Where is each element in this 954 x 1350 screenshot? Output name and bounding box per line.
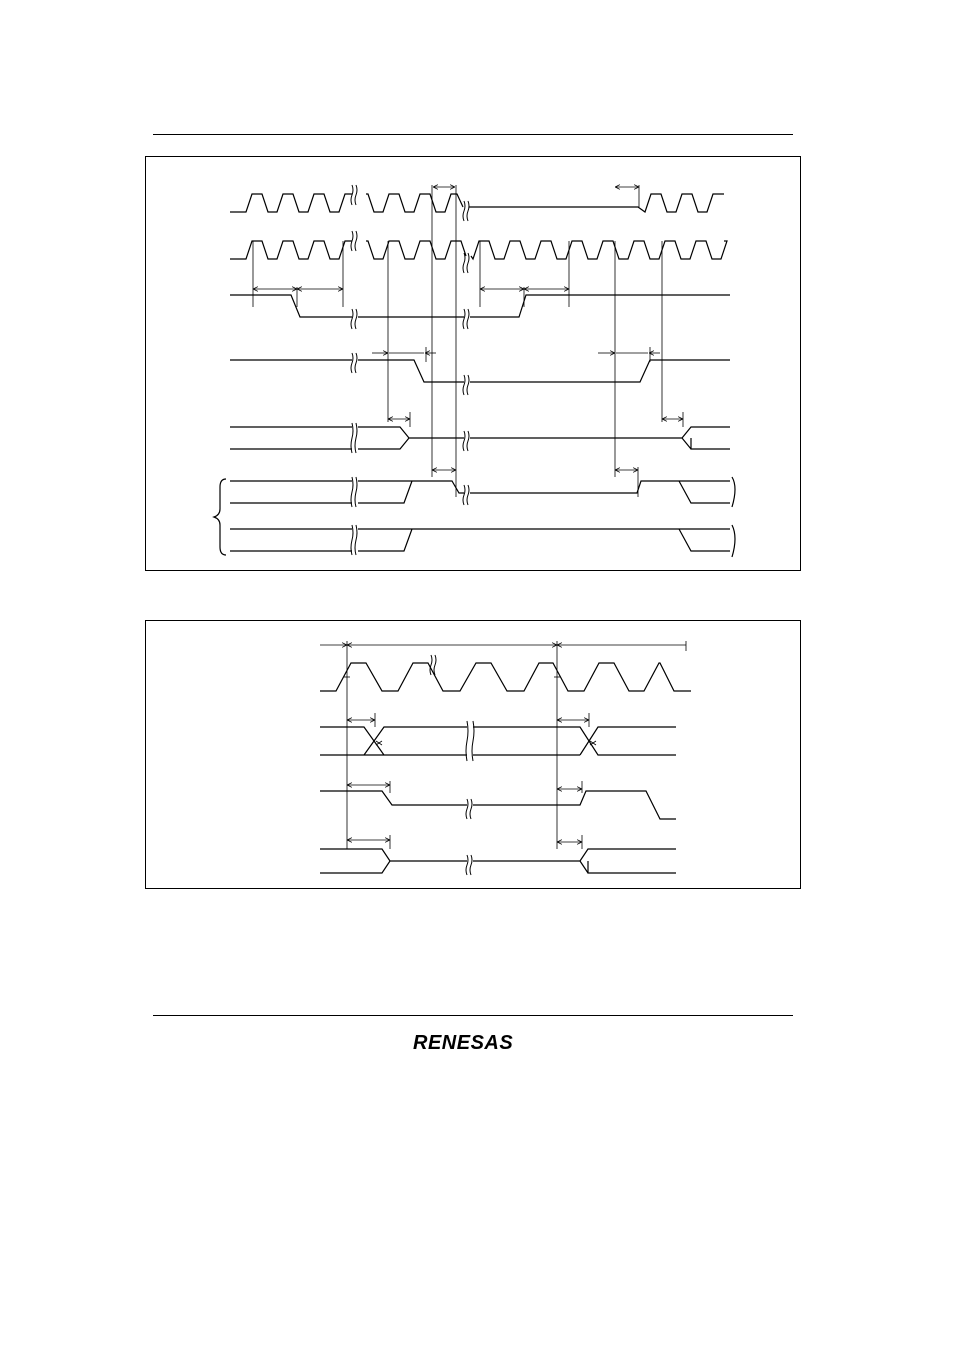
timing-diagram-1 — [145, 156, 801, 571]
waveform-clock-b — [320, 663, 691, 691]
group-brace-right — [732, 477, 735, 557]
waveform-clock-1 — [230, 194, 724, 212]
group-brace-left — [214, 479, 226, 555]
waveform-row-4 — [230, 360, 730, 382]
renesas-logo — [413, 1031, 535, 1058]
header-rule — [153, 134, 793, 135]
waveform-strobe-b — [320, 849, 676, 873]
waveform-address — [320, 727, 676, 755]
svg-text:RENESAS: RENESAS — [413, 1032, 514, 1053]
waveform-row-6 — [230, 481, 730, 503]
waveform-clock-2 — [230, 241, 727, 259]
timing-diagram-2 — [145, 620, 801, 889]
waveform-row-7 — [230, 529, 730, 551]
waveform-strobe-a — [320, 791, 676, 819]
waveform-row-5 — [230, 427, 730, 449]
footer-rule — [153, 1015, 793, 1016]
timing-diagram-2-svg — [146, 621, 802, 890]
timing-diagram-1-svg — [146, 157, 802, 572]
